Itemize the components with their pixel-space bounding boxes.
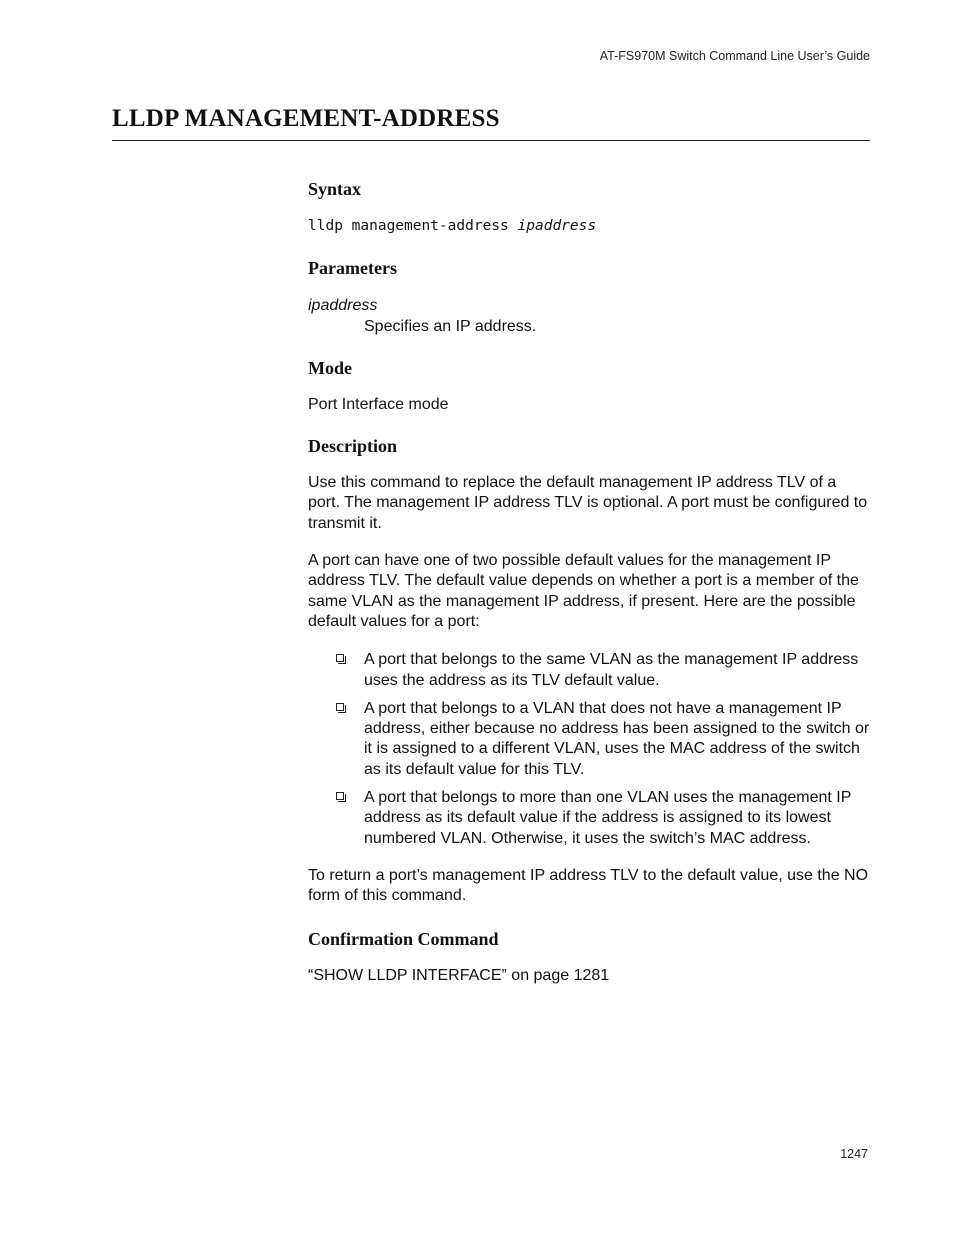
syntax-code [308, 216, 870, 236]
list-item [308, 699, 870, 780]
list-item-text: A port that belongs to the same VLAN as the management IP address uses the address as its TLV default value. [364, 651, 859, 689]
confirmation-heading: Confirmation Command [308, 928, 499, 949]
list-item [308, 650, 870, 691]
syntax-command: lldp management-address [308, 218, 509, 234]
page-title: LLDP MANAGEMENT-ADDRESS [112, 105, 500, 132]
description-heading: Description [308, 436, 397, 457]
running-header: AT-FS970M Switch Command Line User’s Guide [599, 49, 870, 63]
list-item-text: A port that belongs to a VLAN that does not have a management IP address, either because no address has been assigned to the switch or it is assigned to a different VLAN, uses the MAC address of the switch as its default value for this TLV. [364, 699, 870, 778]
parameter-term: ipaddress [308, 297, 378, 315]
mode-heading: Mode [308, 357, 352, 378]
parameters-heading: Parameters [308, 258, 397, 279]
parameter-definition: Specifies an IP address. [364, 317, 537, 335]
checkbox-bullet-icon [336, 654, 344, 662]
description-paragraph: A port can have one of two possible default values for the management IP address TLV. The default value depends on whether a port is a member of the same VLAN as the management IP address, if present. Here are the possible default values for a port: [308, 552, 859, 630]
description-closing: To return a port’s management IP address TLV to the default value, use the NO form of this command. [308, 866, 869, 905]
list-item-text: A port that belongs to more than one VLAN uses the management IP address as its default value if the address is assigned to its lowest numbered VLAN. Otherwise, it uses the switch’s MAC address. [364, 789, 852, 847]
mode-text: Port Interface mode [308, 395, 449, 413]
description-paragraph: Use this command to replace the default management IP address TLV of a port. The management IP address TLV is optional. A port must be configured to transmit it. [308, 474, 868, 532]
main-content [308, 178, 870, 986]
list-item [308, 788, 870, 849]
default-values-list [308, 650, 870, 849]
page-number: 1247 [840, 1147, 868, 1161]
confirmation-reference-link[interactable]: “SHOW LLDP INTERFACE” on page 1281 [308, 966, 610, 984]
syntax-heading: Syntax [308, 179, 362, 199]
title-rule [112, 140, 870, 141]
checkbox-bullet-icon [336, 703, 344, 711]
checkbox-bullet-icon [336, 792, 344, 800]
syntax-argument: ipaddress [517, 218, 597, 234]
